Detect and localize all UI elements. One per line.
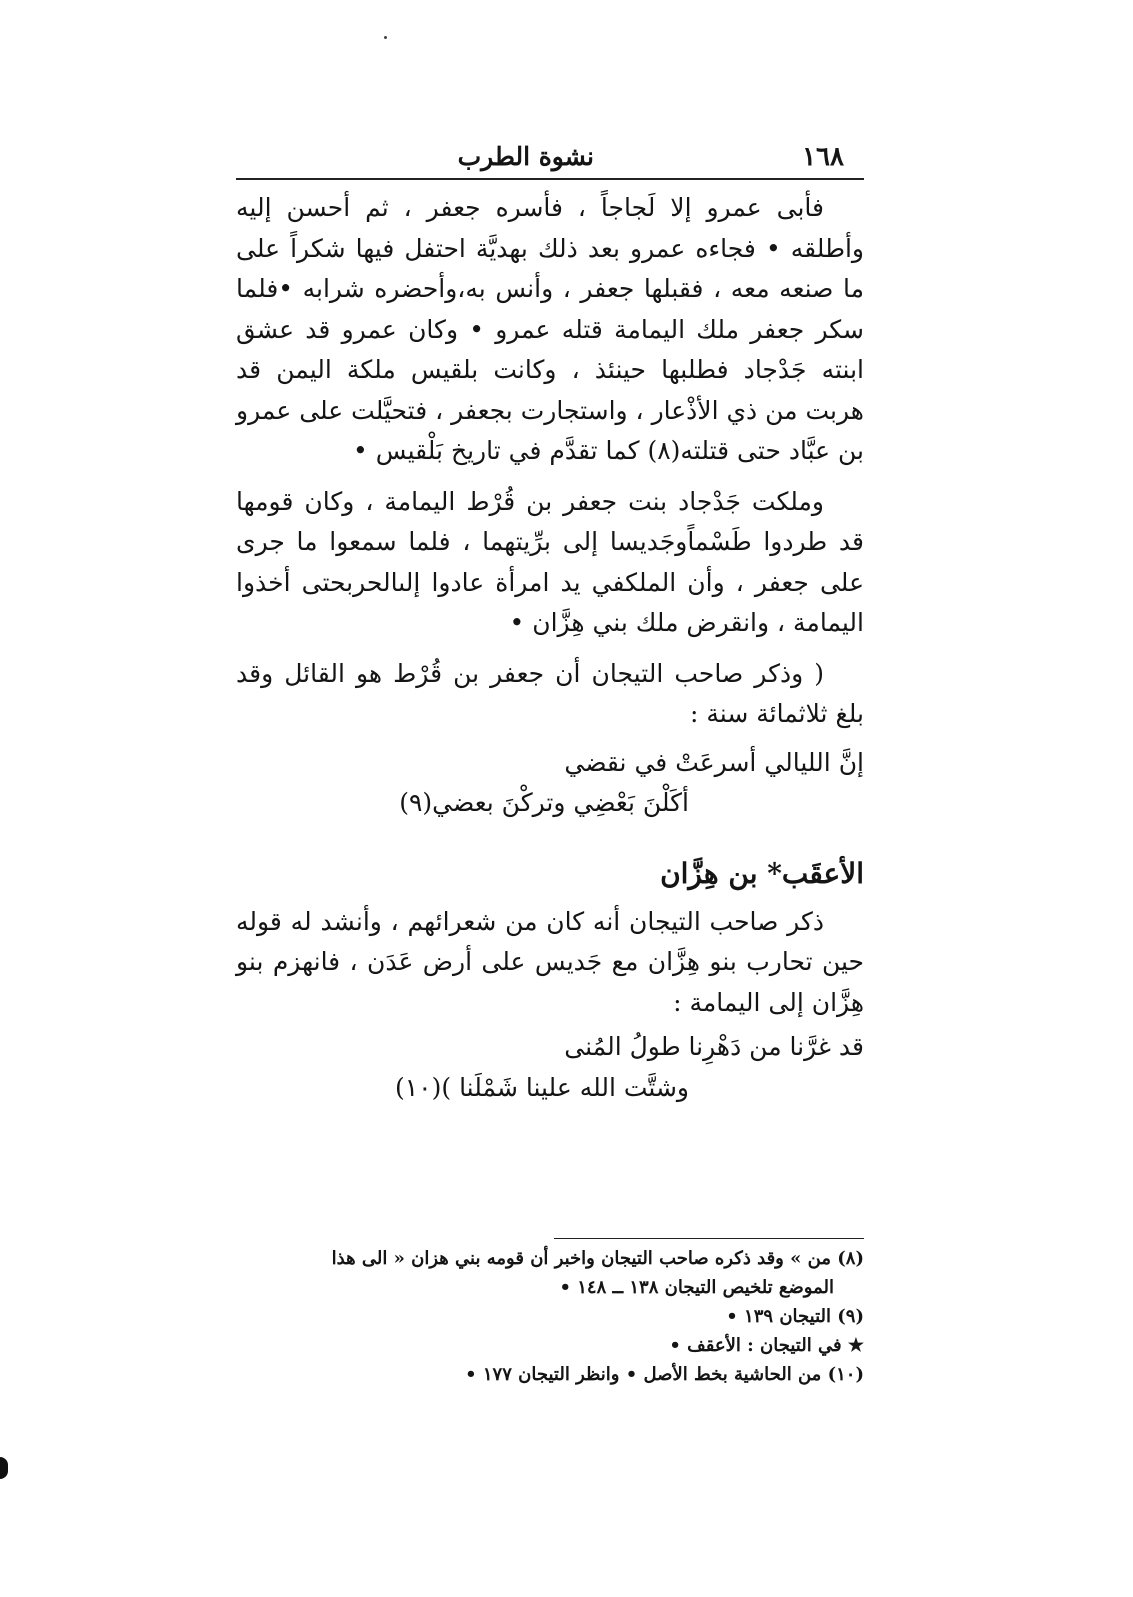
footnote-8: (٨) من » وقد ذكره صاحب التيجان واخبر أن قومه بني هزان « الى هذا (331, 1248, 864, 1269)
footnote-9: (٩) التيجان ١٣٩ • (726, 1306, 864, 1327)
binding-edge-mark (0, 1457, 8, 1479)
footnote-rule (554, 1238, 864, 1239)
footnotes (236, 1244, 864, 1389)
running-title: نشوة الطرب (457, 142, 594, 171)
paragraph-1: فأبى عمرو إلا لَجاجاً ، فأسره جعفر ، ثم أحسن إليه وأطلقه • فجاءه عمرو بعد ذلك بهديَّة احتفل فيها شكراً على ما صنعه معه ، فقبلها جعفر ، وأنس به،وأحضره شرابه •فلما سكر جعفر ملك اليمامة قتله عمرو • وكان عمرو قد عشق ابنته جَدْجاد فطلبها حينئذ ، وكانت بلقيس ملكة اليمن قد هربت من ذي الأذْعار ، واستجارت بجعفر ، فتحيَّلت على عمرو بن عبَّاد حتى قتلته(٨) كما تقدَّم في تاريخ بَلْقيس • (236, 193, 864, 465)
section-paragraph: ذكر صاحب التيجان أنه كان من شعرائهم ، وأنشد له قوله حين تحارب بنو هِزَّان مع جَديس على أرض عَدَن ، فانهزم بنو هِزَّان إلى اليمامة : (236, 906, 864, 1017)
ink-speck (384, 36, 387, 39)
page-number: ١٦٨ (802, 142, 844, 172)
poem-1 (236, 743, 864, 824)
poem-2 (236, 1027, 864, 1108)
main-text (236, 188, 864, 1108)
footnote-10: (١٠) من الحاشية بخط الأصل • وانظر التيجان ١٧٧ • (465, 1364, 864, 1385)
header-rule (236, 178, 864, 180)
poem-2-line-1: قد غرَّنا من دَهْرِنا طولُ المُنى (564, 1032, 864, 1061)
poem-2-line-2: وشتَّت الله علينا شَمْلَنا )(١٠) (394, 1072, 689, 1102)
paragraph-3: ( وذكر صاحب التيجان أن جعفر بن قُرْط هو القائل وقد بلغ ثلاثمائة سنة : (236, 658, 864, 728)
paragraph-2: وملكت جَدْجاد بنت جعفر بن قُرْط اليمامة ، وكان قومها قد طردوا طَسْماًوجَديسا إلى برِّيتهما ، فلما سمعوا ما جرى على جعفر ، وأن الملكفي يد امرأة عادوا إلىالحربحتى أخذوا اليمامة ، وانقرض ملك بني هِزَّان • (236, 486, 864, 637)
page-header (236, 142, 864, 178)
poem-1-line-2: أكَلْنَ بَعْضِي وتركْنَ بعضي(٩) (399, 788, 689, 817)
footnote-8-continuation: الموضع تلخيص التيجان ١٣٨ ــ ١٤٨ • (559, 1277, 834, 1298)
footnote-star: ★ في التيجان : الأعقف • (669, 1335, 864, 1356)
poem-1-line-1: إنَّ الليالي أسرعَتْ في نقضي (564, 747, 864, 777)
section-heading: الأعقَب* بن هِزَّان (660, 856, 864, 890)
